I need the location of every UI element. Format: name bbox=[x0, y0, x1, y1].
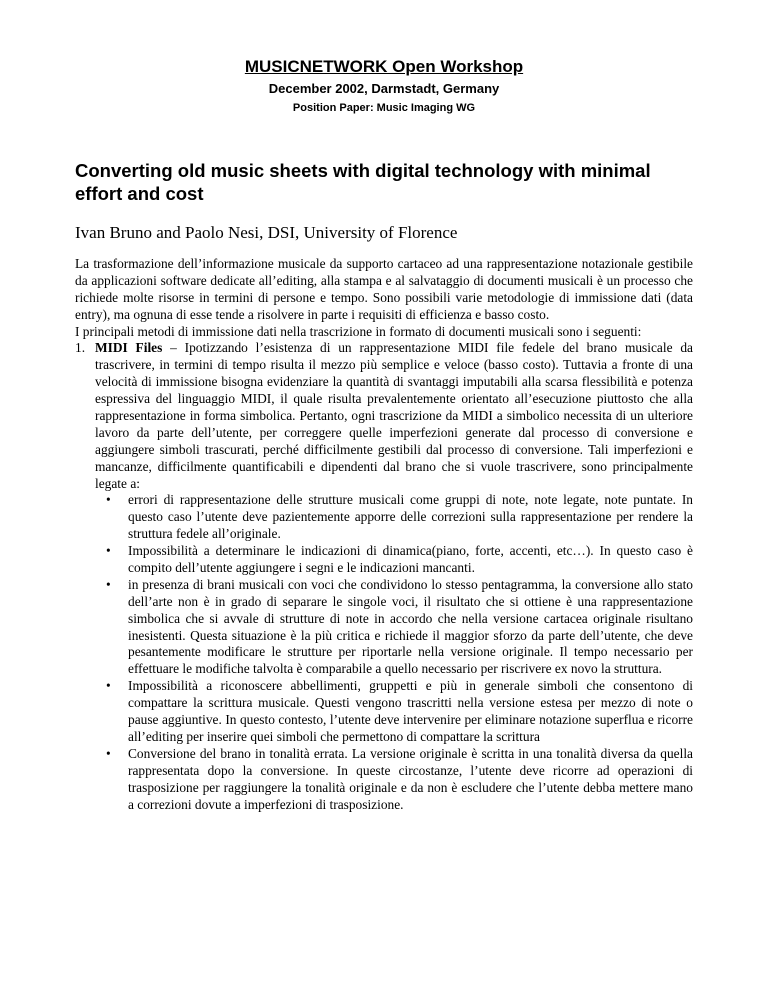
paper-title: Converting old music sheets with digital technology with minimal effort and cost bbox=[75, 160, 651, 204]
bullet-item bbox=[75, 746, 693, 814]
header bbox=[75, 56, 693, 115]
bullet-icon: • bbox=[106, 745, 111, 761]
authors-line: Ivan Bruno and Paolo Nesi, DSI, University of Florence bbox=[75, 223, 458, 242]
bullet-item bbox=[75, 543, 693, 577]
item-text: – Ipotizzando l’esistenza di un rappresentazione MIDI file fedele del brano musicale da trascrivere, in termini di tempo risulta il mezzo più semplice e veloce (basso costo). Tuttavia a fronte di una velocità di immissione bisogna evidenziare la quantità di svantaggi imputabili alla scarsa flessibilità e potenza espressiva del linguaggio MIDI, il quale risulta prevalentemente orientato all’esecuzione piuttosto che alla rappresentazione in forma simbolica. Pertanto, ogni trascrizione da MIDI a simbolico necessita di un ulteriore lavoro da parte dell’utente, per correggere quelle imperfezioni generate dal processo di conversione e aggiungere simboli trascurati, perché difficilmente gestibili dal processo di conversione. Tali imperfezioni e mancanze, difficilmente quantificabili e dipendenti dal brano che si vuole trascrivere, sono principalmente legate a: bbox=[95, 340, 693, 491]
bullet-item bbox=[75, 577, 693, 678]
bullet-icon: • bbox=[106, 678, 111, 694]
bullet-text: Impossibilità a riconoscere abbellimenti, gruppetti e più in generale simboli che consentono di compattare la scrittura musicale. Questi vengono trascritti nella versione estesa per mezzo di note o pause aggiuntive. In questo contesto, l’utente deve intervenire per eliminare notazione superflua e ricorre all’editing per inserire quei simboli che permettono di compattare la scrittura bbox=[128, 678, 693, 744]
item-number: 1. bbox=[75, 340, 86, 356]
bullet-icon: • bbox=[106, 492, 111, 508]
bullet-list bbox=[75, 492, 693, 813]
paper-type-label: Position Paper: Music Imaging WG bbox=[292, 102, 476, 114]
bullet-icon: • bbox=[106, 576, 111, 592]
bullet-item bbox=[75, 678, 693, 746]
bullet-item bbox=[75, 492, 693, 543]
workshop-date-location: December 2002, Darmstadt, Germany bbox=[268, 81, 500, 96]
item-lead: MIDI Files bbox=[95, 340, 163, 356]
bullet-text: Conversione del brano in tonalità errata. La versione originale è scritta in una tonalità diversa da quella rappresentata dopo la conversione. In queste circostanze, l’utente deve ricorre ad operazioni di trasposizione per raggiungere la tonalità originale e da non è escludere che l’utente debba mettere mano a correzioni dovute a imperfezioni di trasposizione. bbox=[128, 745, 693, 812]
intro-paragraph: La trasformazione dell’informazione musicale da supporto cartaceo ad una rappresentazione notazionale gestibile da applicazioni software dedicate all’editing, alla stampa e al salvataggio di documenti musicali è un processo che richiede molte risorse in termini di persone e tempo. Sono possibili varie metodologie di immissione dati (data entry), ma ognuna di esse tende a risolvere in parte i requisiti di efficienza e basso costo. bbox=[75, 256, 693, 322]
bullet-icon: • bbox=[106, 543, 111, 559]
methods-intro-paragraph: I principali metodi di immissione dati nella trascrizione in formato di documenti musicali sono i seguenti: bbox=[75, 323, 642, 339]
bullet-text: Impossibilità a determinare le indicazioni di dinamica(piano, forte, accenti, etc…). In questo caso è compito dell’utente aggiungere i segni e le indicazioni mancanti. bbox=[128, 543, 693, 576]
bullet-text: in presenza di brani musicali con voci che condividono lo stesso pentagramma, la conversione allo stato dell’arte non è in grado di separare le singole voci, il risultato che si ottiene è una rappresentazione simbolica che si avvale di strutture di note in accordo che nella versione cartacea originale risultano inesistenti. Questa situazione è la più critica e richiede il maggior sforzo da parte dell’utente, che deve pesantemente modificare le strutture per riportarle nella versione originale. Il tempo necessario per effettuare le modifiche talvolta è comparabile a quello necessario per riscrivere ex novo la struttura. bbox=[128, 576, 693, 677]
paper-body bbox=[75, 256, 693, 813]
workshop-title: MUSICNETWORK Open Workshop bbox=[244, 57, 524, 76]
numbered-item-midi-files bbox=[75, 340, 693, 492]
bullet-text: errori di rappresentazione delle strutture musicali come gruppi di note, note legate, note puntate. In questo caso l’utente deve pazientemente apporre delle correzioni sulla rappresentazione per rendere la struttura fedele all’originale. bbox=[128, 492, 693, 542]
